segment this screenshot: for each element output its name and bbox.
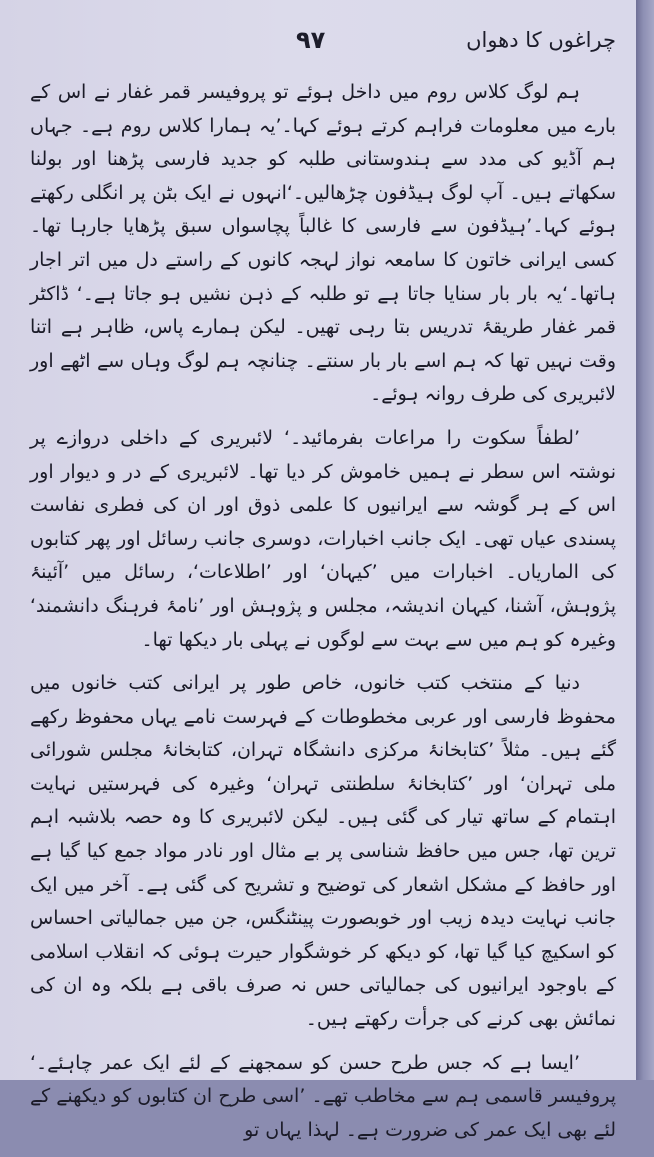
page-number: ٩٧: [296, 26, 326, 54]
page-header: [30, 28, 616, 62]
running-title: چراغوں کا دھواں: [466, 28, 616, 52]
paragraph-classroom: ہم لوگ کلاس روم میں داخل ہوئے تو پروفیسر قمر غفار نے اس کے بارے میں معلومات فراہم کرتے ہوئے کہا۔’یہ ہمارا کلاس روم ہے۔ جہاں ہم آڈیو کی مدد سے ہندوستانی طلبہ کو جدید فارسی پڑھنا اور بولنا سکھاتے ہیں۔ آپ لوگ ہیڈفون چڑھالیں۔‘انہوں نے ایک بٹن پر انگلی رکھتے ہوئے کہا۔’ہیڈفون سے فارسی کا غالباً پچاسواں سبق پڑھایا جارہا تھا۔ کسی ایرانی خاتون کا سامعہ نواز لہجہ کانوں کے راستے دل میں اتر اجار ہاتھا۔‘یہ بار بار سنایا جاتا ہے تو طلبہ کے ذہن نشیں ہو جاتا ہے۔‘ ڈاکٹر قمر غفار طریقۂ تدریس بتا رہی تھیں۔ لیکن ہمارے پاس، ظاہر ہے اتنا وقت نہیں تھا کہ ہم اسے بار بار سنتے۔ چنانچہ ہم لوگ وہاں سے اٹھے اور لائبریری کی طرف روانہ ہوئے۔: [30, 81, 616, 406]
body-text: [30, 76, 616, 1157]
paragraph-library: ’لطفاً سکوت را مراعات بفرمائید۔‘ لائبریری کے داخلی دروازے پر نوشتہ اس سطر نے ہمیں خاموش کر دیا تھا۔ لائبریری کے در و دیوار اور اس کے ہر گوشہ سے ایرانیوں کا علمی ذوق اور ان کی فطری نفاست پسندی عیاں تھی۔ ایک جانب اخبارات، دوسری جانب رسائل اور پھر کتابوں کی الماریاں۔ اخبارات میں ’کیہان‘ اور ’اطلاعات‘، رسائل میں ’آئینۂ پژوہش، آشنا، کیہان اندیشہ، مجلس و پژوہش اور ’نامۂ فرہنگ دانشمند‘ وغیرہ کو ہم میں سے بہت سے لوگوں نے پہلی بار دیکھا تھا۔: [30, 426, 616, 651]
paragraph-manuscripts: دنیا کے منتخب کتب خانوں، خاص طور پر ایرانی کتب خانوں میں محفوظ فارسی اور عربی مخطوطات کے فہرست نامے یہاں محفوظ رکھے گئے ہیں۔ مثلاً ’کتابخانۂ مرکزی دانشگاہ تہران، کتابخانۂ مجلس شورائی ملی تہران‘ اور ’کتابخانۂ سلطنتی تہران‘ وغیرہ کی فہرستیں نہایت اہتمام کے ساتھ تیار کی گئی ہیں۔ لیکن لائبریری کا وہ حصہ بلاشبہ اہم ترین تھا، جس میں حافظ شناسی پر بے مثال اور نادر مواد جمع کیا گیا ہے اور حافظ کے مشکل اشعار کی توضیح و تشریح کی گئی ہے۔ آخر میں ایک جانب نہایت دیدہ زیب اور خوبصورت پینٹنگس، جن میں جمالیاتی احساس کو اسکیچ کیا گیا تھا، کو دیکھ کر خوشگوار حیرت ہوئی کہ انقلاب اسلامی کے باوجود ایرانیوں کی جمالیاتی حس نہ صرف باقی ہے بلکہ وہ ان کی نمائش بھی کرنے کی جرأت رکھتے ہیں۔: [30, 672, 616, 1031]
page-edge: [636, 0, 654, 1080]
paragraph-quote: ’ایسا ہے کہ جس طرح حسن کو سمجھنے کے لئے ایک عمر چاہئے۔‘ پروفیسر قاسمی ہم سے مخاطب تھے۔ ’اسی طرح ان کتابوں کو دیکھنے کے لئے بھی ایک عمر کی ضرورت ہے۔ لہذا یہاں تو: [30, 1051, 616, 1141]
